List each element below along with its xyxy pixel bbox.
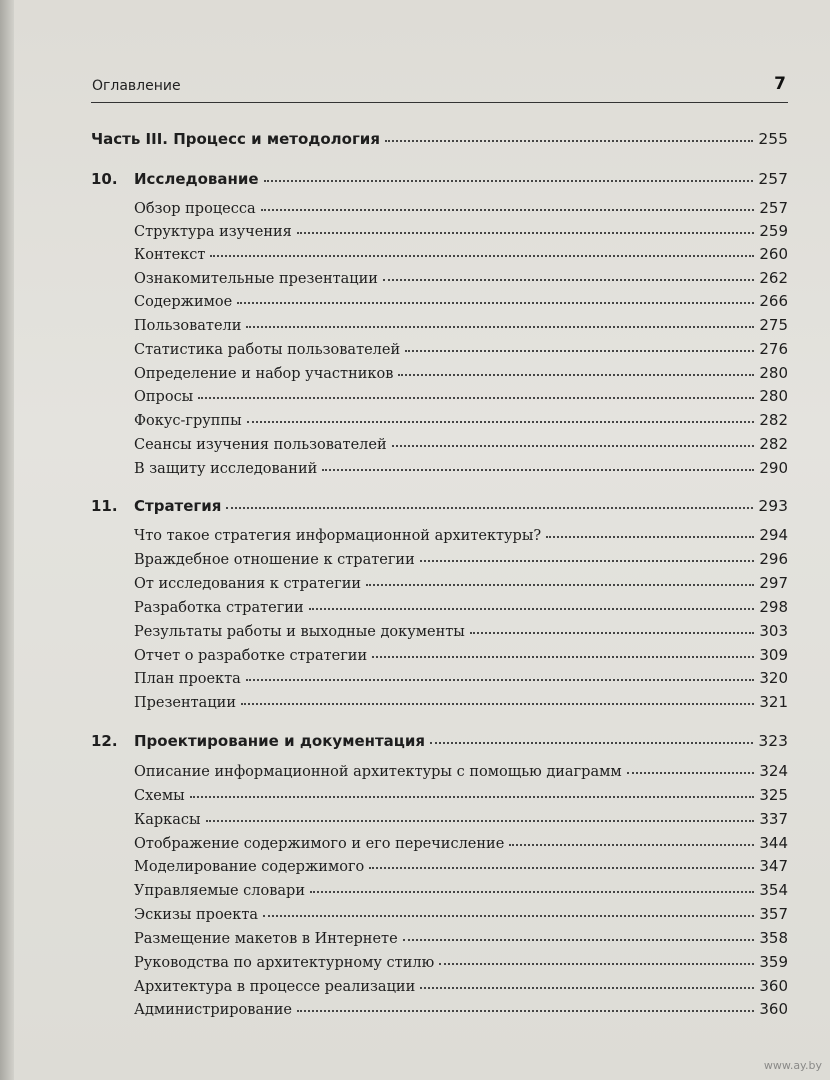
toc-entry-title: Стратегия: [134, 497, 222, 515]
toc-entry-title: Враждебное отношение к стратегии: [134, 552, 415, 568]
toc-entry-title: Разработка стратегии: [134, 600, 304, 616]
dot-leader: [264, 176, 754, 182]
toc-entry-title: Что такое стратегия информационной архитектуры?: [134, 528, 542, 544]
toc-page-number: 293: [758, 497, 788, 515]
book-spine-shadow: [0, 0, 14, 1080]
dot-leader: [297, 1006, 754, 1012]
toc-entry-title: Содержимое: [134, 294, 233, 310]
toc-section-entry: [91, 881, 788, 905]
toc-section-entry: [91, 905, 788, 929]
toc-chapter-number: 12.: [91, 732, 118, 750]
toc-section-entry: [91, 340, 788, 364]
toc-page-number: 282: [759, 435, 788, 453]
toc-section-entry: [91, 857, 788, 881]
toc-page-number: 320: [759, 669, 788, 687]
toc-section-entry: [91, 762, 788, 786]
dot-leader: [263, 911, 754, 917]
dot-leader: [627, 768, 755, 774]
dot-leader: [310, 887, 754, 893]
toc-page-number: 344: [759, 834, 788, 852]
toc-entry-title: Статистика работы пользователей: [134, 342, 401, 358]
watermark: www.ay.by: [763, 1059, 822, 1072]
toc-page-number: 276: [759, 340, 788, 358]
toc-page-number: 259: [759, 222, 788, 240]
toc-page-number: 257: [759, 199, 788, 217]
toc-page-number: 262: [759, 269, 788, 287]
toc-chapter-number: 10.: [91, 170, 118, 188]
toc-page-number: 323: [758, 732, 788, 750]
toc-section-entry: [91, 953, 788, 977]
toc-page-number: 255: [758, 130, 788, 148]
toc-chapter-entry: [91, 170, 788, 194]
dot-leader: [398, 370, 754, 376]
toc-page-number: 347: [759, 857, 788, 875]
toc-section-entry: [91, 387, 788, 411]
dot-leader: [439, 959, 754, 965]
toc-page-number: 325: [759, 786, 788, 804]
toc-page-number: 359: [759, 953, 788, 971]
toc-section-entry: [91, 598, 788, 622]
header-page-number: 7: [774, 74, 786, 94]
toc-entry-title: Ознакомительные презентации: [134, 271, 378, 287]
dot-leader: [210, 251, 754, 257]
toc-section-entry: [91, 810, 788, 834]
dot-leader: [470, 628, 755, 634]
dot-leader: [297, 228, 755, 234]
toc-entry-title: От исследования к стратегии: [134, 576, 362, 592]
dot-leader: [372, 652, 754, 658]
dot-leader: [420, 556, 755, 562]
toc-section-entry: [91, 786, 788, 810]
toc-entry-title: Отчет о разработке стратегии: [134, 648, 368, 664]
toc-entry-title: Отображение содержимого и его перечисление: [134, 836, 505, 852]
toc-section-entry: [91, 929, 788, 953]
toc-page-number: 303: [759, 622, 788, 640]
header-section-title: Оглавление: [92, 78, 181, 94]
dot-leader: [392, 441, 755, 447]
book-page: [14, 0, 830, 1080]
toc-entry-title: Управляемые словари: [134, 883, 305, 899]
toc-page-number: 354: [759, 881, 788, 899]
toc-page-number: 280: [759, 387, 788, 405]
toc-section-entry: [91, 574, 788, 598]
toc-page-number: 357: [759, 905, 788, 923]
dot-leader: [206, 816, 755, 822]
toc-page-number: 260: [759, 245, 788, 263]
dot-leader: [509, 840, 754, 846]
dot-leader: [403, 935, 755, 941]
toc-page-number: 360: [759, 977, 788, 995]
toc-entry-title: Проектирование и документация: [134, 732, 426, 750]
toc-page-number: 290: [759, 459, 788, 477]
toc-page-number: 360: [759, 1000, 788, 1018]
toc-entry-title: План проекта: [134, 671, 241, 687]
toc-section-entry: [91, 834, 788, 858]
toc-chapter-entry: [91, 130, 788, 154]
dot-leader: [247, 417, 755, 423]
toc-chapter-number: 11.: [91, 497, 118, 515]
toc-page-number: 298: [759, 598, 788, 616]
dot-leader: [226, 503, 753, 509]
toc-entry-title: Презентации: [134, 695, 236, 711]
toc-entry-title: Руководства по архитектурному стилю: [134, 955, 435, 971]
dot-leader: [322, 465, 754, 471]
toc-page-number: 324: [759, 762, 788, 780]
dot-leader: [385, 136, 753, 142]
toc-section-entry: [91, 669, 788, 693]
dot-leader: [369, 863, 754, 869]
toc-page-number: 309: [759, 646, 788, 664]
toc-section-entry: [91, 364, 788, 388]
toc-entry-title: Опросы: [134, 389, 194, 405]
dot-leader: [383, 275, 754, 281]
toc-page-number: 257: [758, 170, 788, 188]
toc-entry-title: Размещение макетов в Интернете: [134, 931, 398, 947]
toc-section-entry: [91, 245, 788, 269]
toc-entry-title: Определение и набор участников: [134, 366, 394, 382]
toc-section-entry: [91, 435, 788, 459]
toc-section-entry: [91, 1000, 788, 1024]
toc-section-entry: [91, 222, 788, 246]
toc-entry-title: Администрирование: [134, 1002, 292, 1018]
toc-entry-title: Каркасы: [134, 812, 201, 828]
running-header: [91, 76, 788, 103]
toc-page-number: 296: [759, 550, 788, 568]
toc-entry-title: Архитектура в процессе реализации: [134, 979, 416, 995]
toc-chapter-entry: [91, 497, 788, 521]
dot-leader: [237, 298, 754, 304]
toc-section-entry: [91, 693, 788, 717]
dot-leader: [309, 604, 755, 610]
dot-leader: [246, 675, 755, 681]
toc-section-entry: [91, 459, 788, 483]
toc-entry-title: Результаты работы и выходные документы: [134, 624, 465, 640]
dot-leader: [430, 738, 753, 744]
toc-entry-title: Моделирование содержимого: [134, 859, 365, 875]
toc-page-number: 297: [759, 574, 788, 592]
toc-entry-title: Обзор процесса: [134, 201, 256, 217]
toc-entry-title: Исследование: [134, 170, 259, 188]
toc-section-entry: [91, 622, 788, 646]
dot-leader: [261, 205, 755, 211]
toc-section-entry: [91, 977, 788, 1001]
toc-page-number: 282: [759, 411, 788, 429]
toc-page-number: 294: [759, 526, 788, 544]
toc-section-entry: [91, 646, 788, 670]
toc-section-entry: [91, 550, 788, 574]
dot-leader: [246, 322, 754, 328]
toc-entry-title: Эскизы проекта: [134, 907, 258, 923]
toc-section-entry: [91, 316, 788, 340]
dot-leader: [420, 983, 754, 989]
toc-entry-title: Пользователи: [134, 318, 242, 334]
dot-leader: [198, 393, 754, 399]
toc-page-number: 266: [759, 292, 788, 310]
toc-entry-title: Часть III. Процесс и методология: [91, 130, 380, 148]
toc-page-number: 321: [759, 693, 788, 711]
toc-section-entry: [91, 269, 788, 293]
toc-section-entry: [91, 411, 788, 435]
toc-chapter-entry: [91, 732, 788, 756]
dot-leader: [241, 699, 754, 705]
toc-entry-title: Контекст: [134, 247, 206, 263]
dot-leader: [405, 346, 754, 352]
toc-entry-title: Сеансы изучения пользователей: [134, 437, 387, 453]
toc-entry-title: Структура изучения: [134, 224, 292, 240]
dot-leader: [190, 792, 755, 798]
toc-entry-title: Описание информационной архитектуры с помощью диаграмм: [134, 764, 622, 780]
toc-page-number: 280: [759, 364, 788, 382]
toc-entry-title: В защиту исследований: [134, 461, 318, 477]
toc-section-entry: [91, 199, 788, 223]
toc-page-number: 358: [759, 929, 788, 947]
dot-leader: [546, 532, 754, 538]
toc-entry-title: Фокус-группы: [134, 413, 242, 429]
toc-page-number: 337: [759, 810, 788, 828]
dot-leader: [366, 580, 754, 586]
toc-page-number: 275: [759, 316, 788, 334]
toc-entry-title: Схемы: [134, 788, 185, 804]
toc-section-entry: [91, 526, 788, 550]
toc-section-entry: [91, 292, 788, 316]
